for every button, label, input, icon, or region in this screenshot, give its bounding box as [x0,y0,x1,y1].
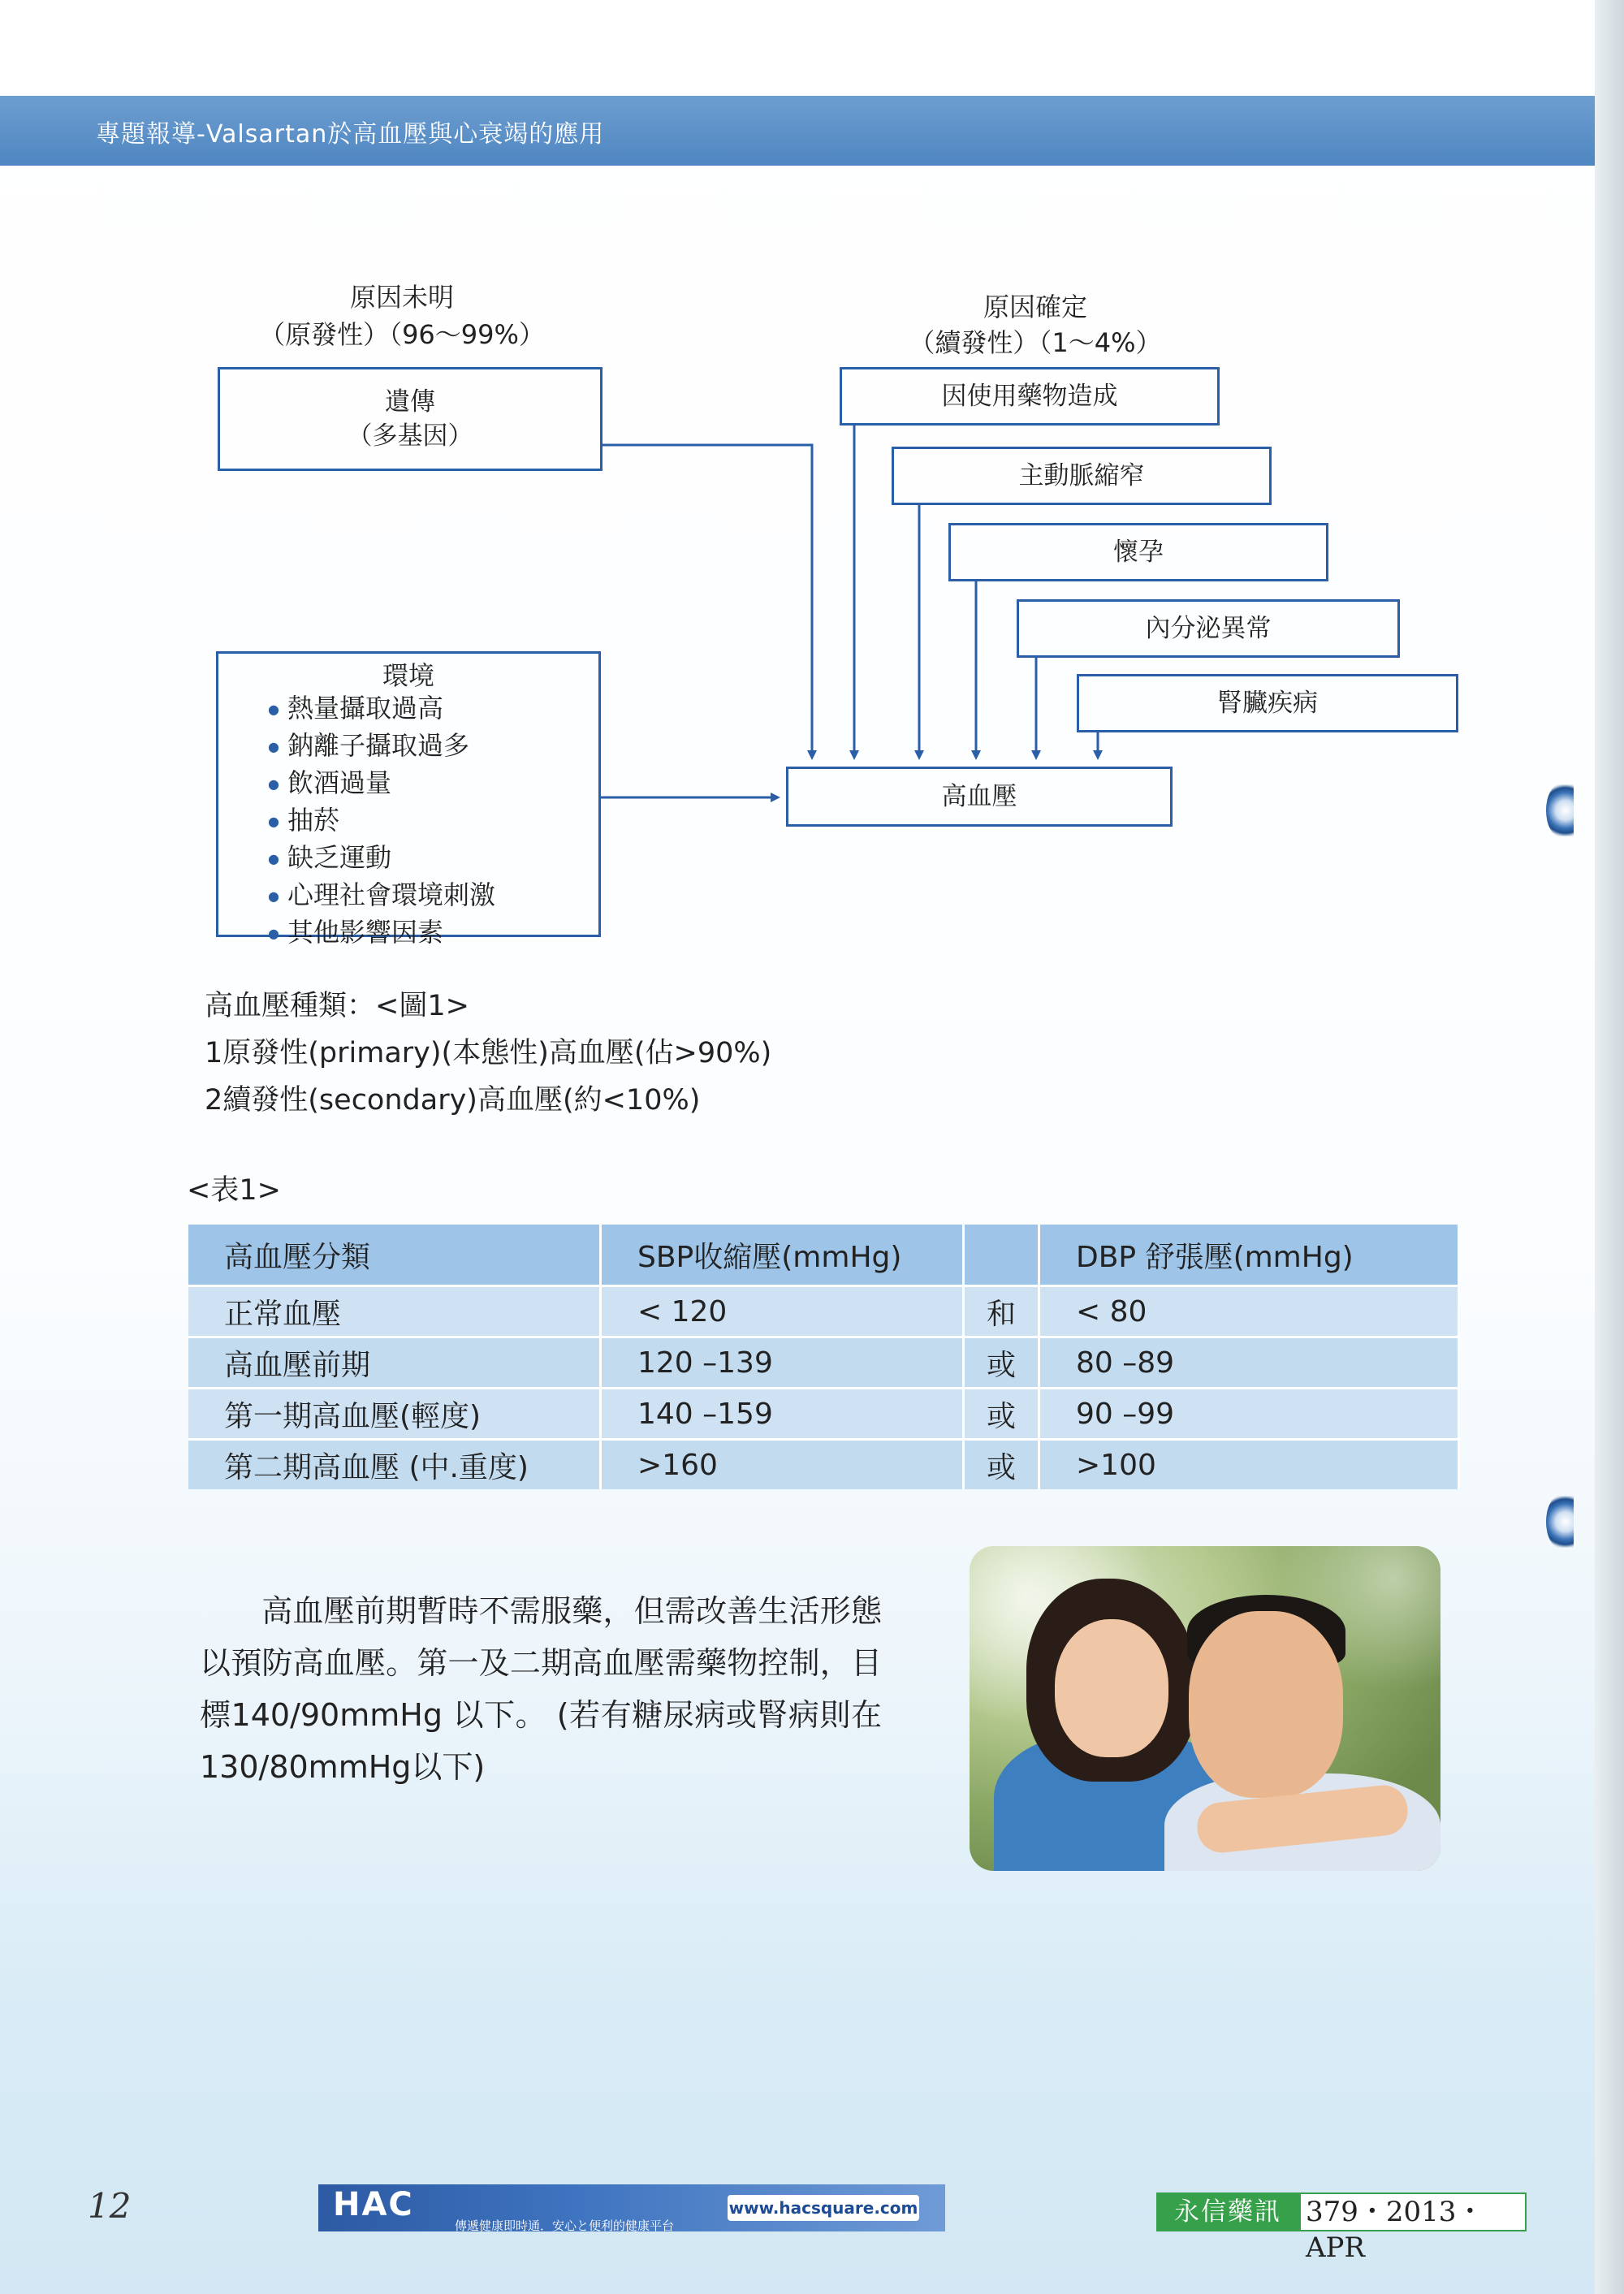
table-cell: 正常血壓 [188,1286,601,1337]
arrow-heredity [603,445,812,755]
table-cell: < 120 [601,1286,964,1337]
known-cause-subtitle: （續發性）（1〜4%） [909,327,1162,358]
environment-title: 環境 [382,660,434,691]
hypertension-label: 高血壓 [941,782,1017,811]
classification-line-3: 2續發性(secondary)高血壓(約<10%) [205,1084,701,1117]
table-header-row [188,1225,1459,1286]
hac-logo: HAC [333,2186,414,2223]
classification-line-2: 1原發性(primary)(本態性)高血壓(佔>90%) [205,1037,772,1069]
table-cell: >100 [1039,1440,1459,1490]
hac-slogan: 傳遞健康即時通．安心と便利的健康平台 [455,2218,675,2233]
table-cell: 或 [964,1389,1039,1440]
environment-factor: ● 抽菸 [268,804,495,841]
table-row [188,1337,1459,1389]
classification-line-1: 高血壓種類：<圖1> [205,990,469,1022]
heredity-line2: （多基因） [347,421,473,451]
couple-photo [970,1546,1440,1871]
magazine-brand: 永信藥訊 [1156,2192,1299,2231]
heredity-line1: 遺傳 [385,387,435,417]
page-header-title: 專題報導-Valsartan於高血壓與心衰竭的應用 [96,120,605,149]
table-row [188,1389,1459,1440]
table-row [188,1286,1459,1337]
cause-label: 主動脈縮窄 [1018,461,1145,490]
hac-url-link[interactable]: www.hacsquare.com [728,2195,919,2221]
environment-factor: ● 熱量攝取過高 [268,692,495,729]
table-cell: < 80 [1039,1286,1459,1337]
environment-factor: ● 其他影響因素 [268,916,495,953]
table-cell: 或 [964,1337,1039,1389]
cause-label: 內分泌異常 [1145,614,1272,643]
table-cell: 140 –159 [601,1389,964,1440]
unknown-cause-subtitle: （原發性）（96〜99%） [259,319,545,350]
table-cell: 第二期高血壓 (中.重度) [188,1440,601,1490]
table-cell: 高血壓前期 [188,1337,601,1389]
page-tab-marker [1546,784,1574,836]
unknown-cause-title: 原因未明 [349,282,454,313]
table-cell: 120 –139 [601,1337,964,1389]
environment-factor: ● 心理社會環境刺激 [268,879,495,916]
table-header-cell [964,1225,1039,1286]
table-cell: >160 [601,1440,964,1490]
bp-classification-table [188,1225,1460,1489]
known-cause-title: 原因確定 [983,292,1087,322]
cause-label: 腎臟疾病 [1217,689,1318,718]
table-cell: 和 [964,1286,1039,1337]
page-number: 12 [88,2186,132,2226]
environment-factor: ● 飲酒過量 [268,767,495,804]
table-header-cell: DBP 舒張壓(mmHg) [1039,1225,1459,1286]
issue-info: 379・2013・APR [1299,2192,1527,2231]
table-header-cell: 高血壓分類 [188,1225,601,1286]
table-cell: 或 [964,1440,1039,1490]
table-cell: 第一期高血壓(輕度) [188,1389,601,1440]
table-row [188,1440,1459,1490]
diagram-connectors [0,0,1624,893]
page-tab-marker [1546,1496,1574,1548]
table-cell: 80 –89 [1039,1337,1459,1389]
environment-factor: ● 鈉離子攝取過多 [268,729,495,767]
table-caption: <表1> [187,1174,281,1207]
body-paragraph [200,1585,882,1793]
cause-label: 因使用藥物造成 [941,382,1118,411]
table-cell: 90 –99 [1039,1389,1459,1440]
environment-factor: ● 缺乏運動 [268,841,495,879]
body-paragraph-text: 高血壓前期暫時不需服藥，但需改善生活形態以預防高血壓。第一及二期高血壓需藥物控制，目標140/90mmHg 以下。 (若有糖尿病或腎病則在130/80mmHg以下) [200,1593,882,1785]
cause-label: 懷孕 [1113,538,1164,567]
table-header-cell: SBP收縮壓(mmHg) [601,1225,964,1286]
